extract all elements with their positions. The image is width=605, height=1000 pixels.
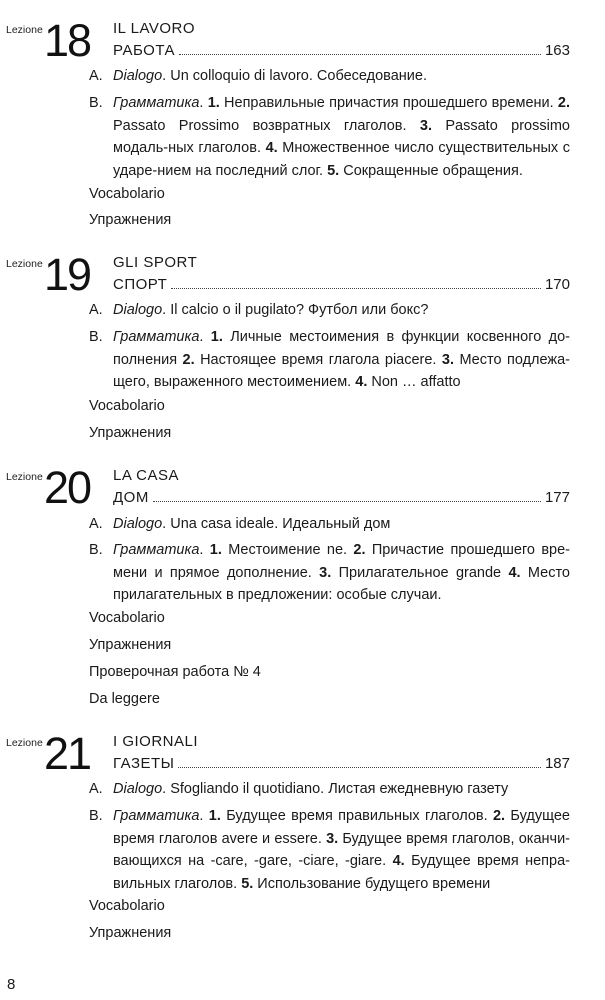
dot-leader [178, 767, 541, 768]
grammar-text: Личные местоимения в функции косвенного до-полнения [113, 329, 570, 368]
grammar-point-number: 1. [208, 808, 221, 824]
item-marker: B. [89, 542, 103, 558]
page-ref: 163 [544, 42, 570, 59]
lesson-title-it: GLI SPORT [113, 254, 198, 271]
dialog-text: . Un colloquio di lavoro. Собеседование. [162, 68, 427, 84]
grammar-point-number: 1. [207, 95, 220, 111]
grammar-point-number: 4. [508, 564, 521, 581]
item-marker: A. [89, 516, 103, 532]
dialog-item [89, 778, 570, 801]
grammar-label: Грамматика [113, 808, 200, 824]
grammar-text: Passato Prossimo возвратных глаголов. [113, 117, 420, 134]
lesson-number: 19 [44, 249, 91, 300]
grammar-label: Грамматика [113, 95, 200, 111]
grammar-text: . [199, 542, 210, 558]
grammar-point-number: 1. [210, 329, 223, 345]
item-marker: B. [89, 808, 103, 824]
grammar-label: Грамматика [113, 542, 200, 558]
grammar-text: . [199, 95, 208, 111]
toc-entry-line[interactable] [113, 755, 570, 772]
grammar-text: . [199, 329, 211, 345]
toc-extra-vocabolario[interactable]: Vocabolario [89, 186, 165, 202]
grammar-item [89, 326, 570, 394]
page-ref: 177 [544, 489, 570, 506]
toc-extra-exercises[interactable]: Упражнения [89, 212, 172, 228]
page-number: 8 [7, 976, 16, 993]
toc-extra-exercises[interactable]: Упражнения [89, 925, 172, 941]
dialog-label: Dialogo [113, 302, 163, 318]
grammar-point-number: 2. [557, 95, 571, 111]
grammar-point-number: 3. [419, 117, 432, 134]
grammar-text: Сокращенные обращения. [339, 162, 523, 179]
grammar-point-number: 4. [265, 140, 278, 156]
dialog-text: . Una casa ideale. Идеальный дом [162, 516, 391, 532]
lesson-title-ru: СПОРТ [113, 276, 168, 293]
grammar-item [89, 539, 570, 607]
grammar-text: Прилагательное grande [331, 564, 509, 581]
toc-extra-vocabolario[interactable]: Vocabolario [89, 398, 165, 414]
dot-leader [153, 501, 541, 502]
dialog-text: . Sfogliando il quotidiano. Листая ежедневную газету [162, 781, 509, 797]
lesson-number: 20 [44, 462, 91, 513]
grammar-item [89, 92, 570, 182]
grammar-point-number: 1. [209, 542, 222, 558]
grammar-point-number: 2. [353, 542, 366, 558]
grammar-label: Грамматика [113, 329, 200, 345]
page-ref: 187 [544, 755, 570, 772]
lesson-title-it: I GIORNALI [113, 733, 199, 750]
lesson-label: Lezione [6, 737, 43, 749]
grammar-text: Множественное число существительных с ударе-нием на последний слог. [113, 140, 570, 179]
grammar-text: . [199, 808, 209, 824]
lesson-number: 18 [44, 15, 91, 66]
grammar-point-number: 3. [326, 830, 339, 847]
grammar-text: Будущее время непра-вильных глаголов. [113, 853, 570, 892]
grammar-text: Использование будущего времени [253, 875, 491, 892]
grammar-text: Будущее время глаголов avere и essere. [113, 808, 570, 847]
grammar-point-number: 5. [327, 162, 340, 179]
grammar-text: Настоящее время глагола piacere. [194, 351, 442, 368]
page-ref: 170 [544, 276, 570, 293]
grammar-text: Будущее время правильных глаголов. [220, 808, 493, 824]
lesson-title-it: IL LAVORO [113, 20, 196, 37]
grammar-text: Passato prossimo модаль-ных глаголов. [113, 117, 570, 156]
dot-leader [179, 54, 541, 55]
dialog-label: Dialogo [113, 781, 163, 797]
grammar-point-number: 4. [355, 374, 368, 390]
item-marker: A. [89, 302, 103, 318]
toc-extra-exercises[interactable]: Упражнения [89, 425, 172, 441]
toc-entry-line[interactable] [113, 489, 570, 506]
grammar-text: Местоимение ne. [221, 542, 354, 558]
grammar-item [89, 805, 570, 895]
dialog-item [89, 513, 570, 536]
dialog-label: Dialogo [113, 516, 163, 532]
grammar-text: Место прилагательных в предложении: особые случаи. [113, 564, 570, 603]
grammar-text: Non … affatto [367, 374, 461, 390]
toc-extra-vocabolario[interactable]: Vocabolario [89, 898, 165, 914]
dot-leader [171, 288, 541, 289]
lesson-title-ru: РАБОТА [113, 42, 176, 59]
lesson-title-ru: ДОМ [113, 489, 149, 506]
grammar-point-number: 5. [241, 875, 254, 892]
toc-entry-line[interactable] [113, 276, 570, 293]
item-marker: B. [89, 95, 103, 111]
grammar-point-number: 3. [441, 351, 454, 368]
grammar-point-number: 4. [392, 853, 405, 869]
dialog-item [89, 65, 570, 88]
grammar-point-number: 3. [319, 564, 332, 581]
toc-entry-line[interactable] [113, 42, 570, 59]
toc-extra-reading[interactable]: Da leggere [89, 691, 160, 707]
toc-extra-test[interactable]: Проверочная работа № 4 [89, 664, 261, 680]
grammar-text: Неправильные причастия прошедшего времени. [219, 95, 558, 111]
grammar-point-number: 2. [182, 351, 195, 368]
dialog-item [89, 299, 570, 322]
toc-extra-vocabolario[interactable]: Vocabolario [89, 610, 165, 626]
dialog-label: Dialogo [113, 68, 163, 84]
lesson-number: 21 [44, 728, 91, 779]
dialog-text: . Il calcio o il pugilato? Футбол или бокс? [162, 302, 429, 318]
grammar-text: Будущее время глаголов, оканчи-вающихся на -care, -gare, -ciare, -giare. [113, 830, 570, 869]
item-marker: B. [89, 329, 103, 345]
lesson-title-ru: ГАЗЕТЫ [113, 755, 175, 772]
grammar-point-number: 2. [492, 808, 506, 824]
lesson-label: Lezione [6, 471, 43, 483]
grammar-text: Место подлежа-щего, выраженного местоимением. [113, 351, 570, 390]
lesson-label: Lezione [6, 24, 43, 36]
toc-extra-exercises[interactable]: Упражнения [89, 637, 172, 653]
grammar-text: Причастие прошедшего вре-мени и прямое дополнение. [113, 542, 570, 581]
lesson-label: Lezione [6, 258, 43, 270]
item-marker: A. [89, 68, 103, 84]
item-marker: A. [89, 781, 103, 797]
lesson-title-it: LA CASA [113, 467, 180, 484]
